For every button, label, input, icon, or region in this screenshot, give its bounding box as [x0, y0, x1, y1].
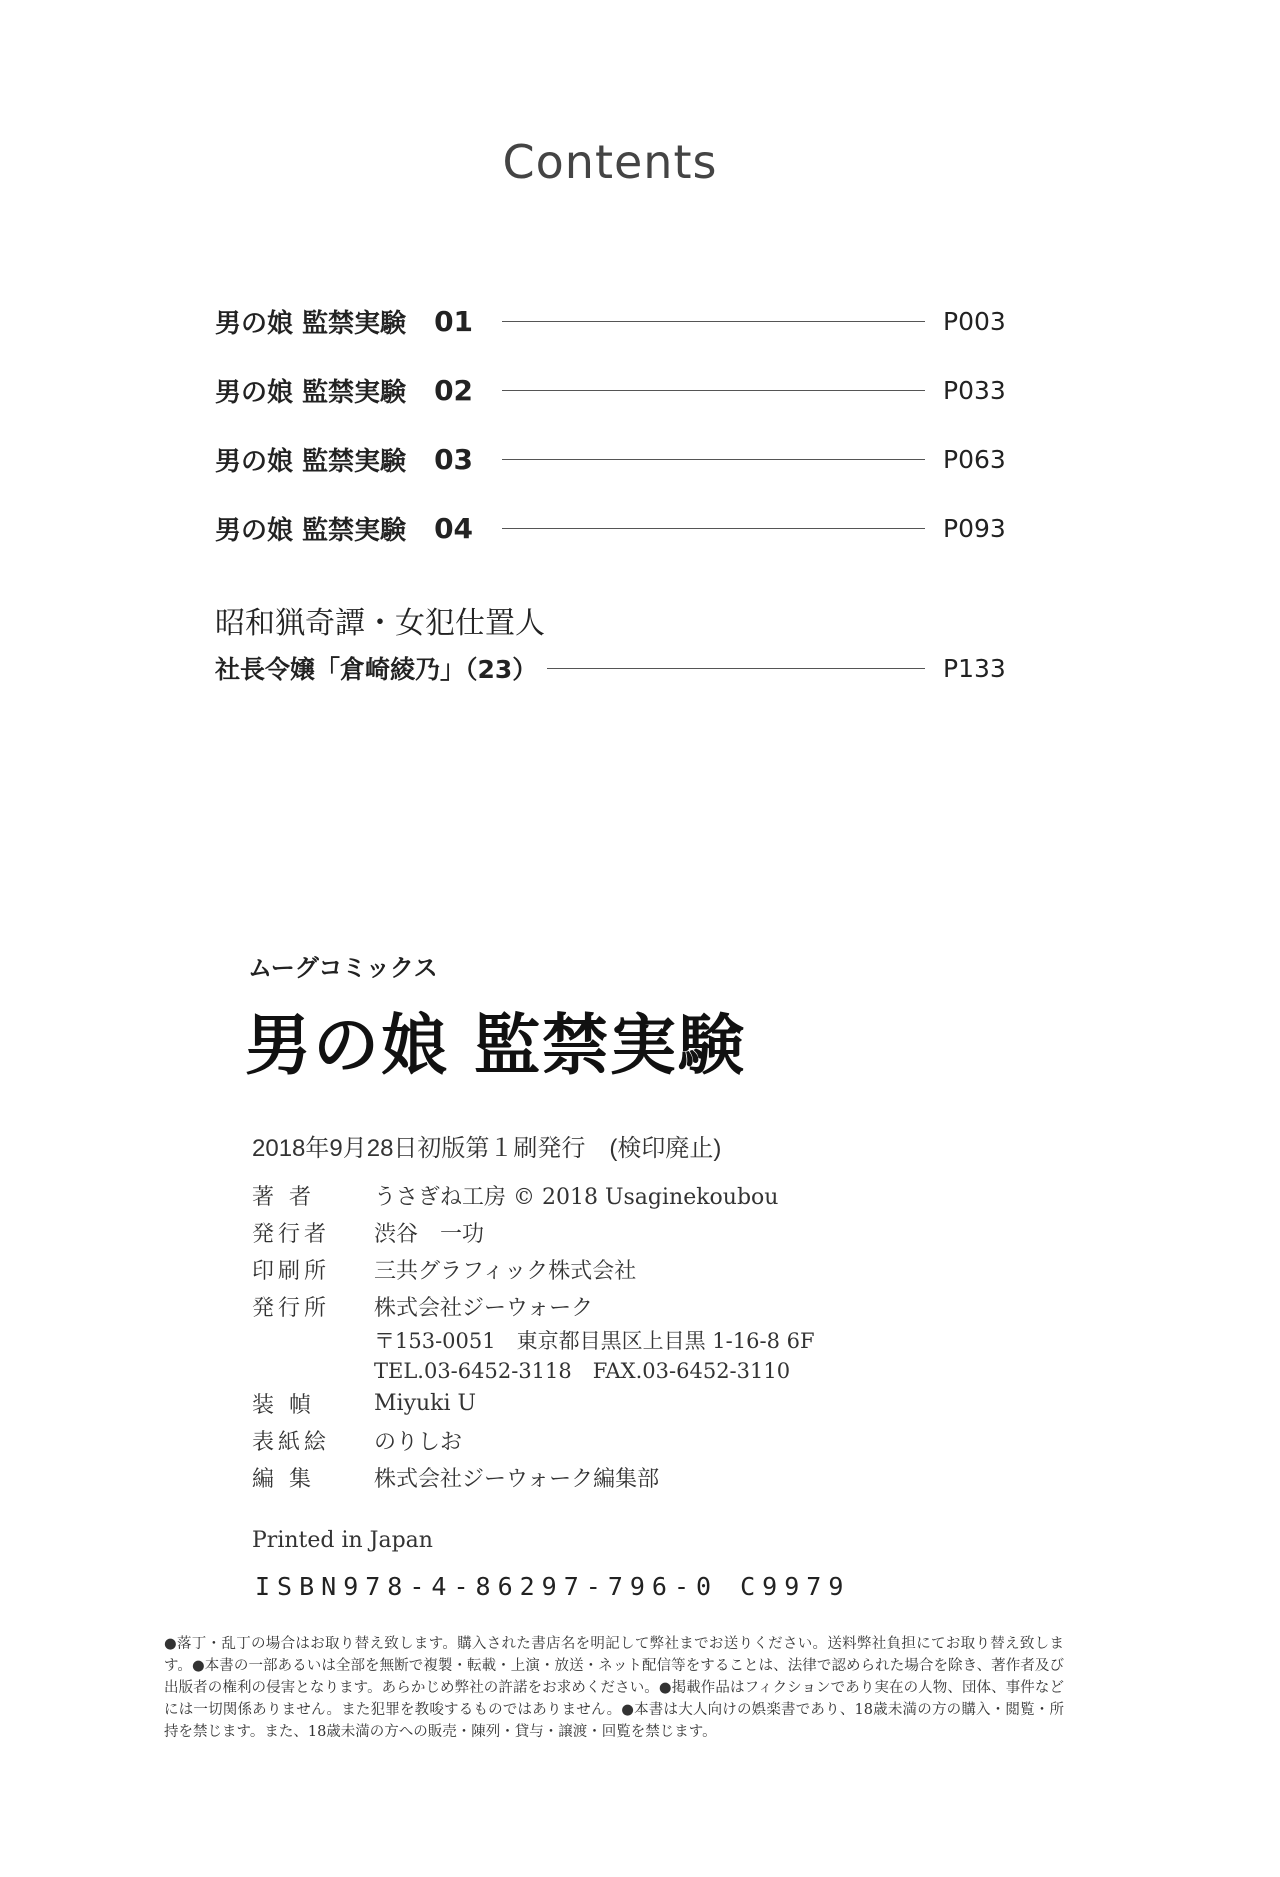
toc-number: 03 — [434, 442, 474, 476]
colophon-block — [252, 1128, 815, 1496]
toc-leader-line — [547, 668, 925, 669]
special-story-title: 昭和猟奇譚・女犯仕置人 — [215, 606, 545, 641]
colophon-value: 株式会社ジーウォーク編集部 — [374, 1467, 660, 1492]
toc-page: P003 — [943, 306, 1006, 336]
toc-leader-line — [502, 459, 925, 460]
toc-number: 01 — [434, 304, 474, 338]
colophon-value: 渋谷 一功 — [374, 1222, 485, 1247]
edition-line: 2018年9月28日初版第１刷発行 (検印廃止) — [252, 1135, 722, 1162]
toc-leader-line — [502, 528, 925, 529]
book-title: 男の娘 監禁実験 — [245, 1007, 746, 1084]
colophon-key: 発行所 — [252, 1296, 331, 1321]
colophon-key: 装 幀 — [252, 1393, 315, 1418]
colophon-key: 著 者 — [252, 1185, 315, 1210]
toc-entry — [215, 370, 1005, 410]
printed-in: Printed in Japan — [252, 1528, 433, 1553]
toc-page: P093 — [943, 513, 1006, 543]
colophon-row-publisher — [252, 1214, 815, 1251]
colophon-key: 編 集 — [252, 1467, 315, 1492]
colophon-key: 印刷所 — [252, 1259, 331, 1284]
toc-page: P063 — [943, 444, 1006, 474]
colophon-value: Miyuki U — [374, 1391, 477, 1416]
colophon-row-cover-art — [252, 1422, 815, 1459]
toc-page: P033 — [943, 375, 1006, 405]
contents-heading: Contents — [502, 135, 718, 189]
toc-entry — [215, 301, 1005, 341]
toc-entry — [215, 439, 1005, 479]
colophon-row-design — [252, 1385, 815, 1422]
special-story-subtitle: 社長令嬢「倉崎綾乃」（23） — [215, 655, 538, 684]
isbn: ISBN978-4-86297-796-0 C9979 — [255, 1572, 851, 1601]
colophon-row-publishing-house — [252, 1288, 815, 1325]
series-label: ムーグコミックス — [248, 954, 438, 982]
colophon-value: うさぎね工房 © 2018 Usaginekoubou — [374, 1185, 779, 1210]
toc-entry — [215, 508, 1005, 548]
publisher-tel-fax: TEL.03-6452-3118 FAX.03-6452-3110 — [374, 1359, 791, 1383]
toc-leader-line — [502, 390, 925, 391]
toc-entry-special — [215, 648, 1005, 688]
colophon-value: 株式会社ジーウォーク — [374, 1296, 594, 1321]
colophon-value: 三共グラフィック株式会社 — [374, 1259, 637, 1284]
publisher-address: 〒153-0051 東京都目黒区上目黒 1-16-8 6F — [374, 1329, 815, 1353]
toc-title: 男の娘 監禁実験 — [215, 377, 407, 408]
toc-page: P133 — [943, 653, 1006, 683]
legal-notice: ●落丁・乱丁の場合はお取り替え致します。購入された書店名を明記して弊社までお送りください。送料弊社負担にてお取り替え致します。●本書の一部あるいは全部を無断で複製・転載・上演・放送・ネット配信等をすることは、法律で認められた場合を除き、著作者及び出版者の権利の侵害となります。あらかじめ弊社の許諾をお求めください。●掲載作品はフィクションであり実在の人物、団体、事件などには一切関係ありません。また犯罪を教唆するものではありません。●本書は大人向けの娯楽書であり、18歳未満の方の購入・閲覧・所持を禁じます。また、18歳未満の方への販売・陳列・貸与・譲渡・回覧を禁じます。 — [164, 1636, 1064, 1740]
colophon-key: 発行者 — [252, 1222, 331, 1247]
colophon-value: のりしお — [374, 1430, 463, 1455]
toc-title: 男の娘 監禁実験 — [215, 515, 407, 546]
toc-leader-line — [502, 321, 925, 322]
colophon-row-author — [252, 1177, 815, 1214]
toc-number: 04 — [434, 511, 474, 545]
toc-title: 男の娘 監禁実験 — [215, 308, 407, 339]
toc-number: 02 — [434, 373, 474, 407]
colophon-row-printer — [252, 1251, 815, 1288]
colophon-key: 表紙絵 — [252, 1430, 331, 1455]
toc-title: 男の娘 監禁実験 — [215, 446, 407, 477]
colophon-row-editor — [252, 1459, 815, 1496]
